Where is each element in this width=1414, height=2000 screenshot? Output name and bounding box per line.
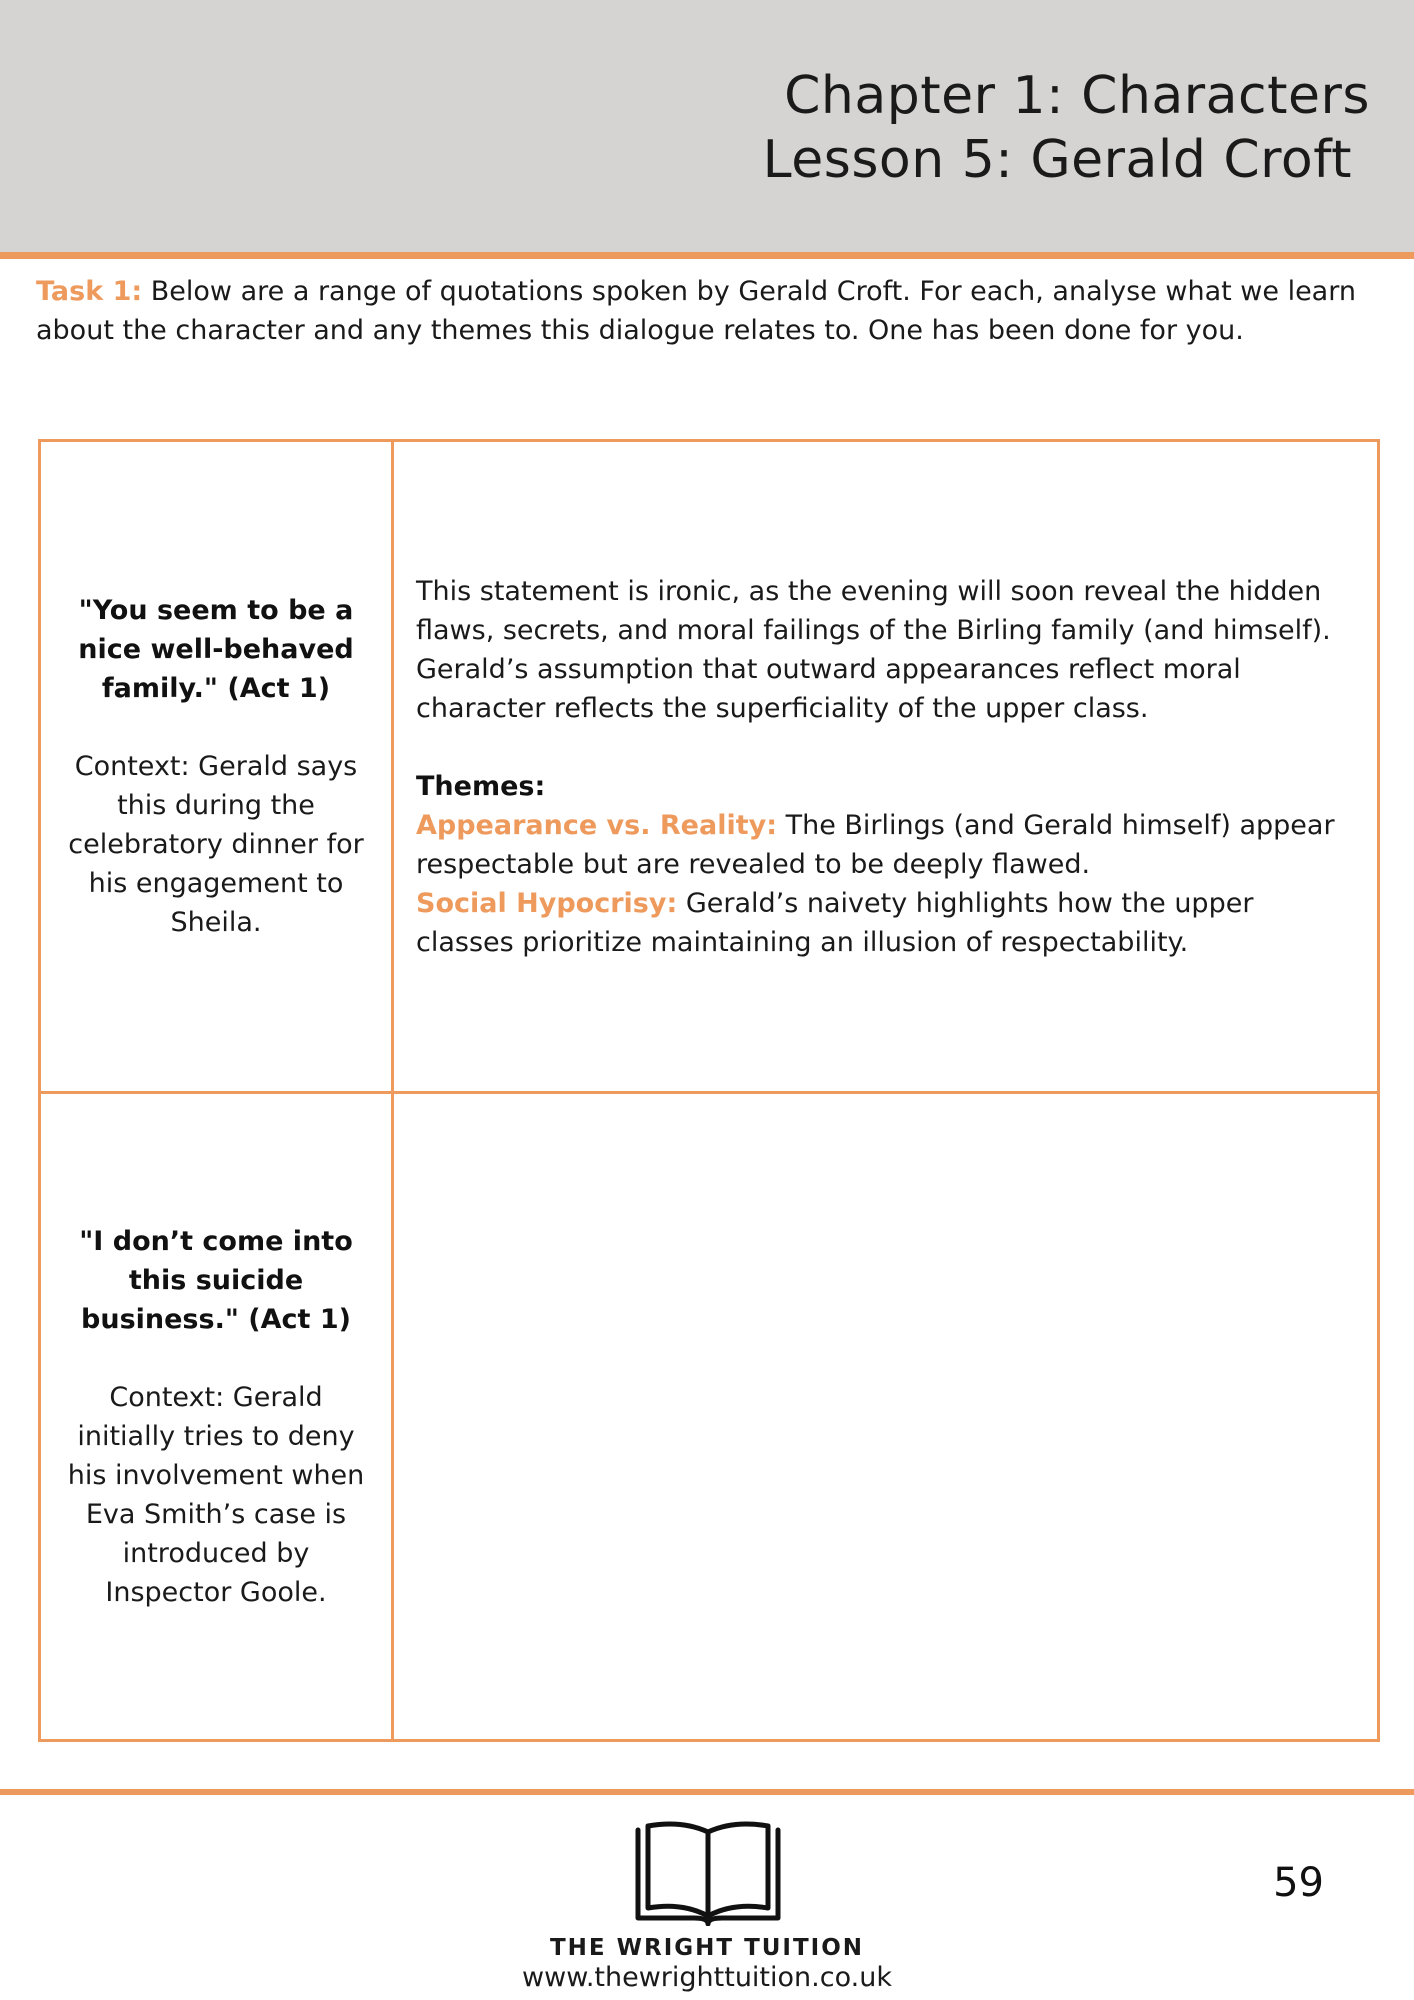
page-header [0, 0, 1414, 252]
quote-text: "I don’t come into this suicide business." (Act 1) [79, 1225, 353, 1335]
theme-text: Gerald’s naivety highlights how the upper classes prioritize maintaining an illusion of respectability. [416, 887, 1254, 958]
themes-heading: Themes: [416, 770, 546, 802]
analysis-answer-area[interactable] [394, 1094, 1377, 1739]
task-text: Below are a range of quotations spoken by Gerald Croft. For each, analyse what we learn about the character and any themes this dialogue relates to. One has been done for you. [36, 276, 1356, 346]
footer-divider [0, 1789, 1414, 1795]
quotation-table [38, 439, 1380, 1742]
task-label: Task 1: [36, 276, 143, 307]
quote-cell [41, 1094, 391, 1739]
analysis-cell [394, 442, 1377, 1091]
website-url: www.thewrighttuition.co.uk [522, 1962, 892, 1993]
task-instructions [36, 272, 1376, 350]
brand-name: THE WRIGHT TUITION [549, 1935, 865, 1961]
quote-context: Context: Gerald says this during the celebratory dinner for his engagement to Sheila. [68, 751, 364, 938]
theme-item [416, 884, 1357, 962]
quote-context: Context: Gerald initially tries to deny his involvement when Eva Smith’s case is introduced by Inspector Goole. [67, 1381, 365, 1608]
open-book-icon [634, 1818, 782, 1926]
theme-label: Social Hypocrisy: [416, 887, 678, 919]
theme-label: Appearance vs. Reality: [416, 809, 778, 841]
chapter-title: Chapter 1: Characters [784, 66, 1370, 126]
theme-item [416, 806, 1357, 884]
quote-cell [41, 442, 391, 1091]
lesson-title: Lesson 5: Gerald Croft [762, 130, 1352, 190]
header-divider [0, 252, 1414, 259]
theme-text: The Birlings (and Gerald himself) appear respectable but are revealed to be deeply flawed. [416, 809, 1335, 880]
analysis-text: This statement is ironic, as the evening will soon reveal the hidden flaws, secrets, and moral failings of the Birling family (and himself). Gerald’s assumption that outward appearances reflect moral character reflects the superficiality of the upper class. [416, 575, 1331, 724]
quote-text: "You seem to be a nice well-behaved family." (Act 1) [78, 595, 354, 704]
page-number: 59 [1273, 1860, 1324, 1906]
